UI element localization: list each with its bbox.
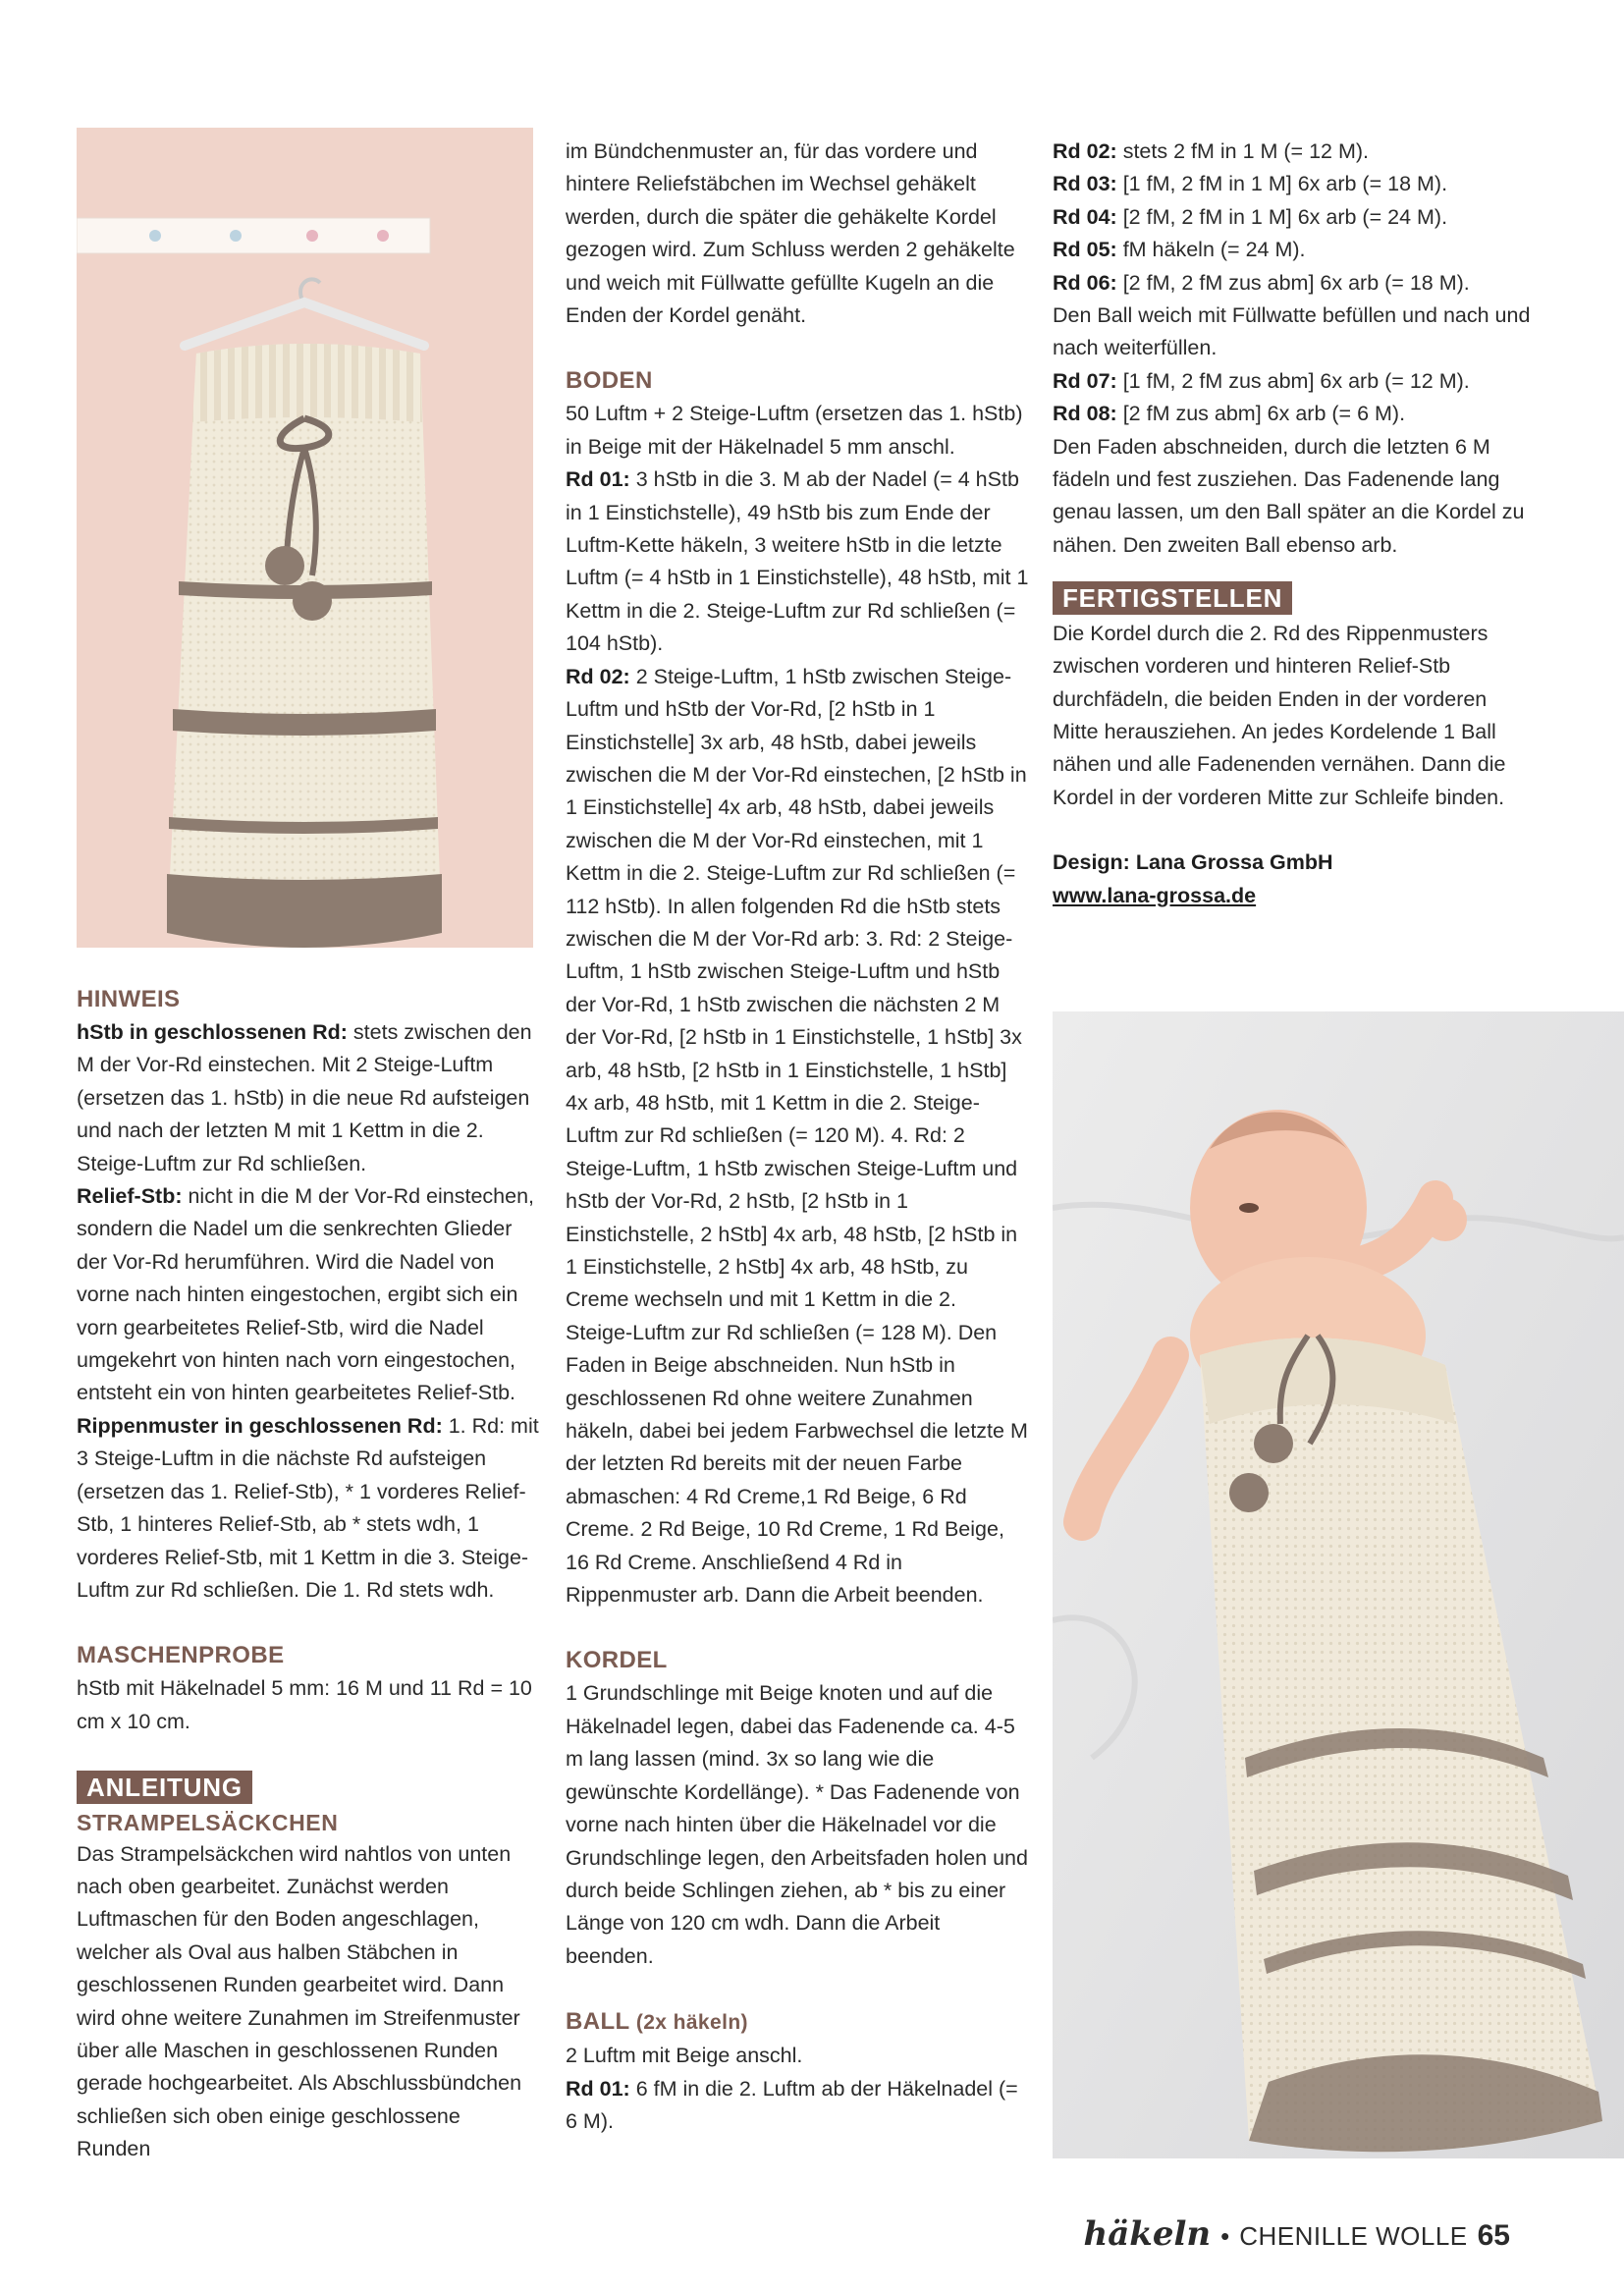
fertigstellen-text: Die Kordel durch die 2. Rd des Rippenmusters zwischen vorderen und hinteren Relief-Stb durchfädeln, die beiden Enden in der vorderen Mitte herausziehen. An jedes Kordelende 1 Ball nähen und alle Fadenenden vernähen. Dann die Kordel in der vorderen Mitte zur Schleife binden. — [1053, 621, 1506, 809]
anleitung-text: Das Strampelsäckchen wird nahtlos von unten nach oben gearbeitet. Zunächst werden Luftmaschen für den Boden angeschlagen, welcher als Oval aus halben Stäbchen in geschlossenen Runden gearbeitet wird. Dann wird ohne weitere Zunahmen im Streifenmuster über alle Maschen in geschlossenen Runden gerade hochgearbeitet. Als Abschlussbündchen schließen sich oben einige geschlossene Runden — [77, 1841, 522, 2161]
hinweis-heading: HINWEIS — [77, 986, 181, 1012]
maschenprobe-text: hStb mit Häkelnadel 5 mm: 16 M und 11 Rd = 10 cm x 10 cm. — [77, 1676, 532, 1733]
ball-fill-text: Den Ball weich mit Füllwatte befüllen und nach und nach weiterfüllen. — [1053, 303, 1531, 360]
ball-rd04-text: [2 fM, 2 fM in 1 M] 6x arb (= 24 M). — [1116, 204, 1448, 229]
boden-intro: 50 Luftm + 2 Steige-Luftm (ersetzen das 1. hStb) in Beige mit der Häkelnadel 5 mm anschl. — [566, 402, 1023, 459]
ball-rd07-text: [1 fM, 2 fM zus abm] 6x arb (= 12 M). — [1116, 368, 1470, 393]
ball-title-note: (2x häkeln) — [629, 2011, 748, 2035]
maschenprobe-heading: MASCHENPROBE — [77, 1642, 285, 1669]
hinweis-paragraph-1 — [77, 1016, 540, 1180]
hanging-sleeping-bag-photo — [77, 128, 533, 948]
hinweis-text-3: 1. Rd: mit 3 Steige-Luftm in die nächste Rd aufsteigen (ersetzen das 1. Relief-Stb), * 1 vorderes Relief-Stb, 1 hinteres Relief-Stb, ab * stets wdh, 1 vorderes Relief-Stb, mit 1 Kettm in die 3. Steige-Luftm zur Rd schließen. Die 1. Rd stets wdh. — [77, 1413, 539, 1602]
hinweis-text-2: nicht in die M der Vor-Rd einstechen, sondern die Nadel um die senkrechten Glieder der Vor-Rd herumführen. Wird die Nadel von vorne nach hinten eingestochen, ergibt sich ein vorn gearbeitetes Relief-Stb, wird die Nadel umgekehrt von hinten nach vorn eingestochen, entsteht ein von hinten gearbeitetes Relief-Stb. — [77, 1184, 535, 1405]
ball-round-1 — [566, 2073, 1029, 2139]
ball-rd02-label: Rd 02: — [1053, 139, 1117, 163]
fertigstellen-banner: FERTIGSTELLEN — [1053, 581, 1292, 615]
anleitung-banner: ANLEITUNG — [77, 1771, 252, 1804]
ball-round-3 — [1053, 168, 1534, 200]
ball-round-6 — [1053, 267, 1534, 300]
footer-separator: • — [1220, 2221, 1230, 2251]
ball-rd08-text: [2 fM zus abm] 6x arb (= 6 M). — [1116, 402, 1406, 426]
boden-round-1 — [566, 464, 1029, 660]
ball-rd07-label: Rd 07: — [1053, 368, 1117, 393]
boden-rd01-label: Rd 01: — [566, 467, 630, 492]
ball-round-5 — [1053, 234, 1534, 266]
anleitung-subtitle: STRAMPELSÄCKCHEN — [77, 1809, 339, 1835]
baby-in-sleeping-bag-photo — [1053, 1011, 1624, 2158]
boden-rd02-label: Rd 02: — [566, 664, 630, 688]
page-number: 65 — [1477, 2219, 1510, 2252]
column-left — [77, 983, 540, 2166]
ball-round-7 — [1053, 365, 1534, 398]
ball-rd06-text: [2 fM, 2 fM zus abm] 6x arb (= 18 M). — [1116, 270, 1470, 295]
boden-rd02-text: 2 Steige-Luftm, 1 hStb zwischen Steige-Luftm und hStb der Vor-Rd, [2 hStb in 1 Einstichstelle] 3x arb, 48 hStb, dabei jeweils zwischen die M der Vor-Rd einstechen, [2 hStb in 1 Einstichstelle] 4x arb, 48 hStb, dabei jeweils zwischen die M der Vor-Rd einstechen, mit 1 Kettm in die 2. Steige-Luftm zur Rd schließen (= 112 hStb). In allen folgenden Rd die hStb stets zwischen die M der Vor-Rd arb: 3. Rd: 2 Steige-Luftm, 1 hStb zwischen Steige-Luftm und hStb der Vor-Rd, 1 hStb zwischen die nächsten 2 M der Vor-Rd, [2 hStb in 1 Einstichstelle, 1 hStb] 3x arb, 48 hStb, [2 hStb in 1 Einstichstelle, 1 hStb] 4x arb, 48 hStb, mit 1 Kettm in die 2. Steige-Luftm zur Rd schließen (= 120 M). 4. Rd: 2 Steige-Luftm, 1 hStb zwischen Steige-Luftm und hStb der Vor-Rd, 2 hStb, [2 hStb in 1 Einstichstelle, 2 hStb] 4x arb, 48 hStb, [2 hStb in 1 Einstichstelle, 2 hStb] 4x arb, 48 hStb, zu Creme wechseln und mit 1 Kettm in die 2. Steige-Luftm zur Rd schließen (= 128 M). Den Faden in Beige abschneiden. Nun hStb in geschlossenen Rd ohne weitere Zunahmen häkeln, dabei bei jedem Farbwechsel die letzte M der letzten Rd bereits mit der neuen Farbe abmaschen: 4 Rd Creme,1 Rd Beige, 6 Rd Creme. 2 Rd Beige, 10 Rd Creme, 1 Rd Beige, 16 Rd Creme. Anschließend 4 Rd in Rippenmuster arb. Dann die Arbeit beenden. — [566, 664, 1028, 1608]
ball-round-8 — [1053, 398, 1534, 430]
ball-intro: 2 Luftm mit Beige anschl. — [566, 2044, 803, 2068]
ball-round-4 — [1053, 201, 1534, 234]
column-right — [1053, 136, 1534, 912]
ball-rd05-text: fM häkeln (= 24 M). — [1116, 238, 1306, 262]
ball-rd01-text: 6 fM in die 2. Luftm ab der Häkelnadel (= 6 M). — [566, 2076, 1018, 2133]
hinweis-term-1: hStb in geschlossenen Rd: — [77, 1020, 348, 1044]
ball-rd02-text: stets 2 fM in 1 M (= 12 M). — [1116, 139, 1369, 163]
ball-end-text: Den Faden abschneiden, durch die letzten 6 M fädeln und fest zusziehen. Das Fadenende lang genau lassen, um den Ball später an die Kordel zu nähen. Den zweiten Ball ebenso arb. — [1053, 434, 1525, 557]
hinweis-text-1: stets zwischen den M der Vor-Rd einstechen. Mit 2 Steige-Luftm (ersetzen das 1. hStb) in die neue Rd aufsteigen und nach der letzten M mit 1 Kettm in die 2. Steige-Luftm zur Rd schließen. — [77, 1020, 532, 1175]
hinweis-paragraph-3 — [77, 1410, 540, 1607]
ball-rd03-label: Rd 03: — [1053, 172, 1117, 196]
ball-rd01-label: Rd 01: — [566, 2076, 630, 2101]
boden-rd01-text: 3 hStb in die 3. M ab der Nadel (= 4 hStb in 1 Einstichstelle), 49 hStb bis zum Ende der Luftm-Kette häkeln, 3 weitere hStb in die letzte Luftm (= 4 hStb in 1 Einstichstelle), 48 hStb, mit 1 Kettm in die 2. Steige-Luftm zur Rd schließen (= 104 hStb). — [566, 467, 1029, 656]
hinweis-term-3: Rippenmuster in geschlossenen Rd: — [77, 1413, 443, 1438]
ball-title: BALL — [566, 2008, 630, 2036]
ball-heading — [566, 2005, 1029, 2040]
hinweis-term-2: Relief-Stb: — [77, 1184, 183, 1209]
anleitung-continued-text: im Bündchenmuster an, für das vordere und hintere Reliefstäbchen im Wechsel gehäkelt werden, durch die später die gehäkelte Kordel gezogen wird. Zum Schluss werden 2 gehäkelte und weich mit Füllwatte gefüllte Kugeln an die Enden der Kordel genäht. — [566, 139, 1015, 328]
ball-rd04-label: Rd 04: — [1053, 204, 1117, 229]
magazine-brand: häkeln — [1083, 2214, 1212, 2254]
boden-round-2 — [566, 661, 1029, 1612]
magazine-series: CHENILLE WOLLE — [1239, 2221, 1468, 2251]
design-credit: Design: Lana Grossa GmbH — [1053, 850, 1333, 875]
ball-rd03-text: [1 fM, 2 fM in 1 M] 6x arb (= 18 M). — [1116, 172, 1448, 196]
ball-rd05-label: Rd 05: — [1053, 238, 1117, 262]
lana-grossa-link[interactable]: www.lana-grossa.de — [1053, 883, 1257, 907]
page-footer — [1084, 2214, 1510, 2254]
column-middle — [566, 136, 1029, 2138]
ball-round-2 — [1053, 136, 1534, 168]
hinweis-paragraph-2 — [77, 1180, 540, 1410]
ball-rd06-label: Rd 06: — [1053, 270, 1117, 295]
boden-heading: BODEN — [566, 367, 653, 395]
kordel-heading: KORDEL — [566, 1647, 668, 1674]
kordel-text: 1 Grundschlinge mit Beige knoten und auf die Häkelnadel legen, dabei das Fadenende ca. 4-5 m lang lassen (mind. 3x so lang wie die gewünschte Kordellänge). * Das Fadenende von vorne nach hinten über die Häkelnadel vor die Grundschlinge legen, den Arbeitsfaden holen und durch beide Schlingen ziehen, ab * bis zu einer Länge von 120 cm wdh. Dann die Arbeit beenden. — [566, 1681, 1028, 1968]
ball-rd08-label: Rd 08: — [1053, 402, 1117, 426]
